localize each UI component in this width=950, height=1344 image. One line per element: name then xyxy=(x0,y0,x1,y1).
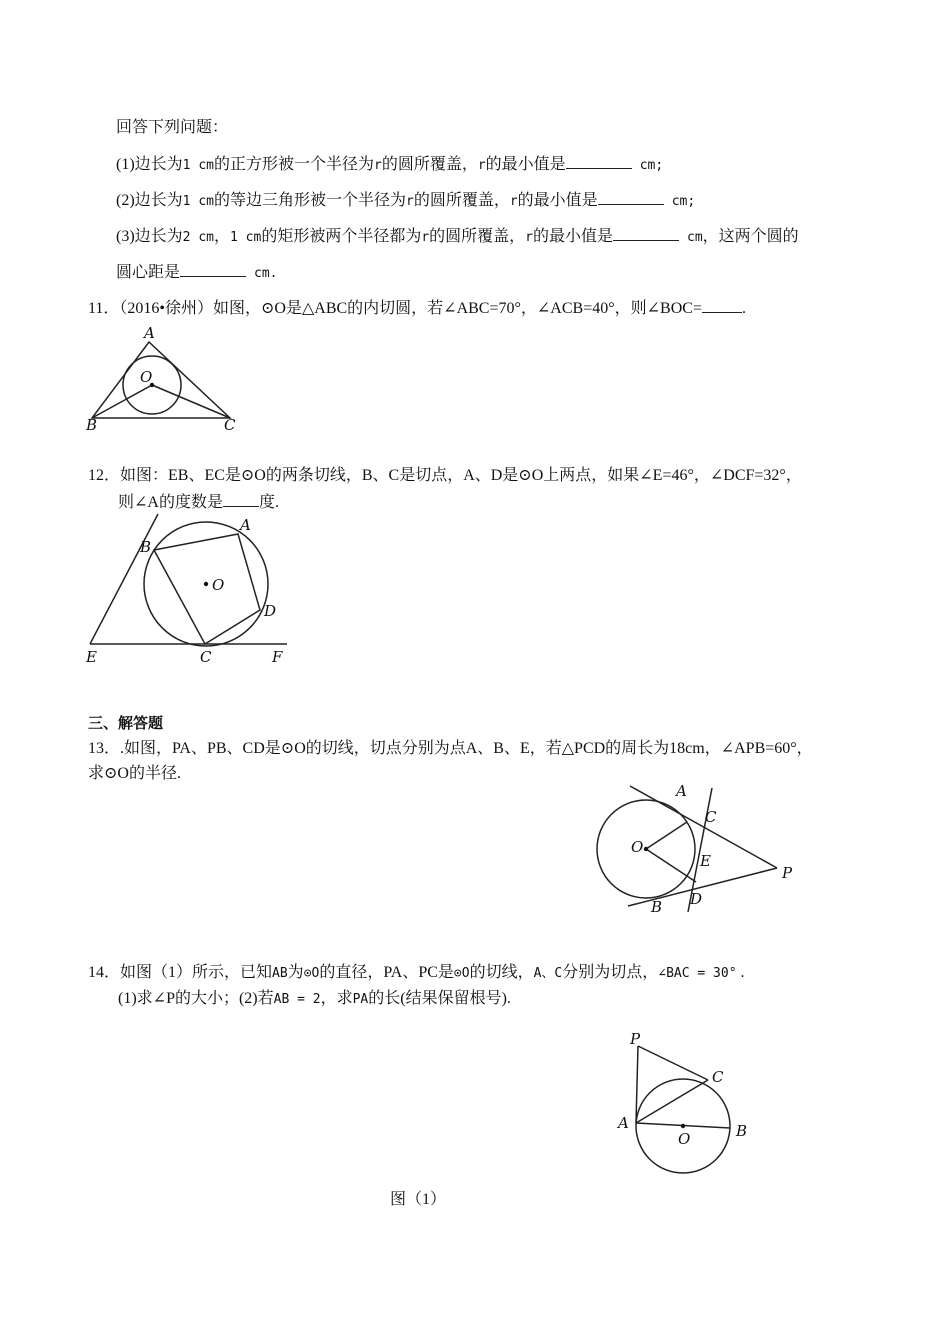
label-e: E xyxy=(700,852,711,870)
answer-blank[interactable] xyxy=(180,262,246,277)
label-b: B xyxy=(651,898,663,916)
label-e: E xyxy=(86,648,97,666)
figure-14-caption: 图（1） xyxy=(390,1191,447,1208)
question-12-cont: 则∠A的度数是 度. xyxy=(118,494,279,511)
label-o: O xyxy=(212,576,225,594)
label-c: C xyxy=(224,416,236,434)
question-14: 14．如图（1）所示，已知AB为⊙O的直径，PA、PC是⊙O的切线，A、C分别为切点，∠BAC = 30° . xyxy=(88,964,745,981)
answer-blank[interactable] xyxy=(613,226,679,241)
center-dot xyxy=(681,1124,685,1128)
label-o: O xyxy=(678,1130,691,1148)
figure-14-diameter xyxy=(612,1030,772,1180)
intro-text: 回答下列问题： xyxy=(116,119,229,136)
label-a: A xyxy=(240,516,251,534)
subquestion-1: (1)边长为1 cm的正方形被一个半径为r的圆所覆盖，r的最小值是 cm; xyxy=(116,156,664,173)
chord-ac xyxy=(636,1080,708,1123)
figure-12-tangents xyxy=(82,510,297,670)
label-f: F xyxy=(272,648,283,666)
label-c: C xyxy=(712,1068,724,1086)
subquestion-2: (2)边长为1 cm的等边三角形被一个半径为r的圆所覆盖，r的最小值是 cm; xyxy=(116,192,696,209)
subquestion-3-cont: 圆心距是 cm. xyxy=(116,264,278,281)
label-o: O xyxy=(140,368,153,386)
label-b: B xyxy=(736,1122,748,1140)
label-c: C xyxy=(200,648,212,666)
label-a: A xyxy=(676,782,687,800)
answer-blank[interactable] xyxy=(566,154,632,169)
segment-oe xyxy=(646,849,696,882)
label-b: B xyxy=(140,538,152,556)
question-13-cont: 求⊙O的半径. xyxy=(88,765,181,782)
label-a: A xyxy=(144,324,155,342)
label-d: D xyxy=(690,890,703,908)
tangent-eb xyxy=(90,514,158,644)
question-14-cont: (1)求∠P的大小；(2)若AB = 2，求PA的长(结果保留根号). xyxy=(118,990,511,1007)
answer-blank[interactable] xyxy=(702,298,742,313)
label-a: A xyxy=(618,1114,629,1132)
question-12: 12．如图：EB、EC是⊙O的两条切线，B、C是切点，A、D是⊙O上两点，如果∠E=46°，∠DCF=32°， xyxy=(88,467,802,484)
answer-blank[interactable] xyxy=(598,190,664,205)
segment-oc xyxy=(152,385,230,418)
answer-blank[interactable] xyxy=(223,492,259,507)
label-d: D xyxy=(264,602,277,620)
figure-11-incircle xyxy=(82,322,252,434)
radius-oa xyxy=(646,822,687,849)
section-title: 三、解答题 xyxy=(88,714,164,732)
question-11: 11．（2016•徐州）如图，⊙O是△ABC的内切圆，若∠ABC=70°，∠ACB=40°，则∠BOC= . xyxy=(88,300,746,317)
center-dot xyxy=(204,582,208,586)
label-p: P xyxy=(630,1030,641,1048)
label-p: P xyxy=(782,864,793,882)
question-13: 13．.如图，PA、PB、CD是⊙O的切线，切点分别为点A、B、E，若△PCD的周长为18cm，∠APB=60°， xyxy=(88,740,813,757)
figure-13-tangents xyxy=(592,782,812,922)
label-b: B xyxy=(86,416,98,434)
label-c: C xyxy=(705,808,717,826)
subquestion-3: (3)边长为2 cm，1 cm的矩形被两个半径都为r的圆所覆盖，r的最小值是 cm，这两个圆的 xyxy=(116,228,799,245)
quadrilateral-bacd xyxy=(154,534,260,644)
label-o: O xyxy=(631,838,644,856)
tangent-pc xyxy=(638,1046,708,1080)
center-dot xyxy=(644,847,648,851)
